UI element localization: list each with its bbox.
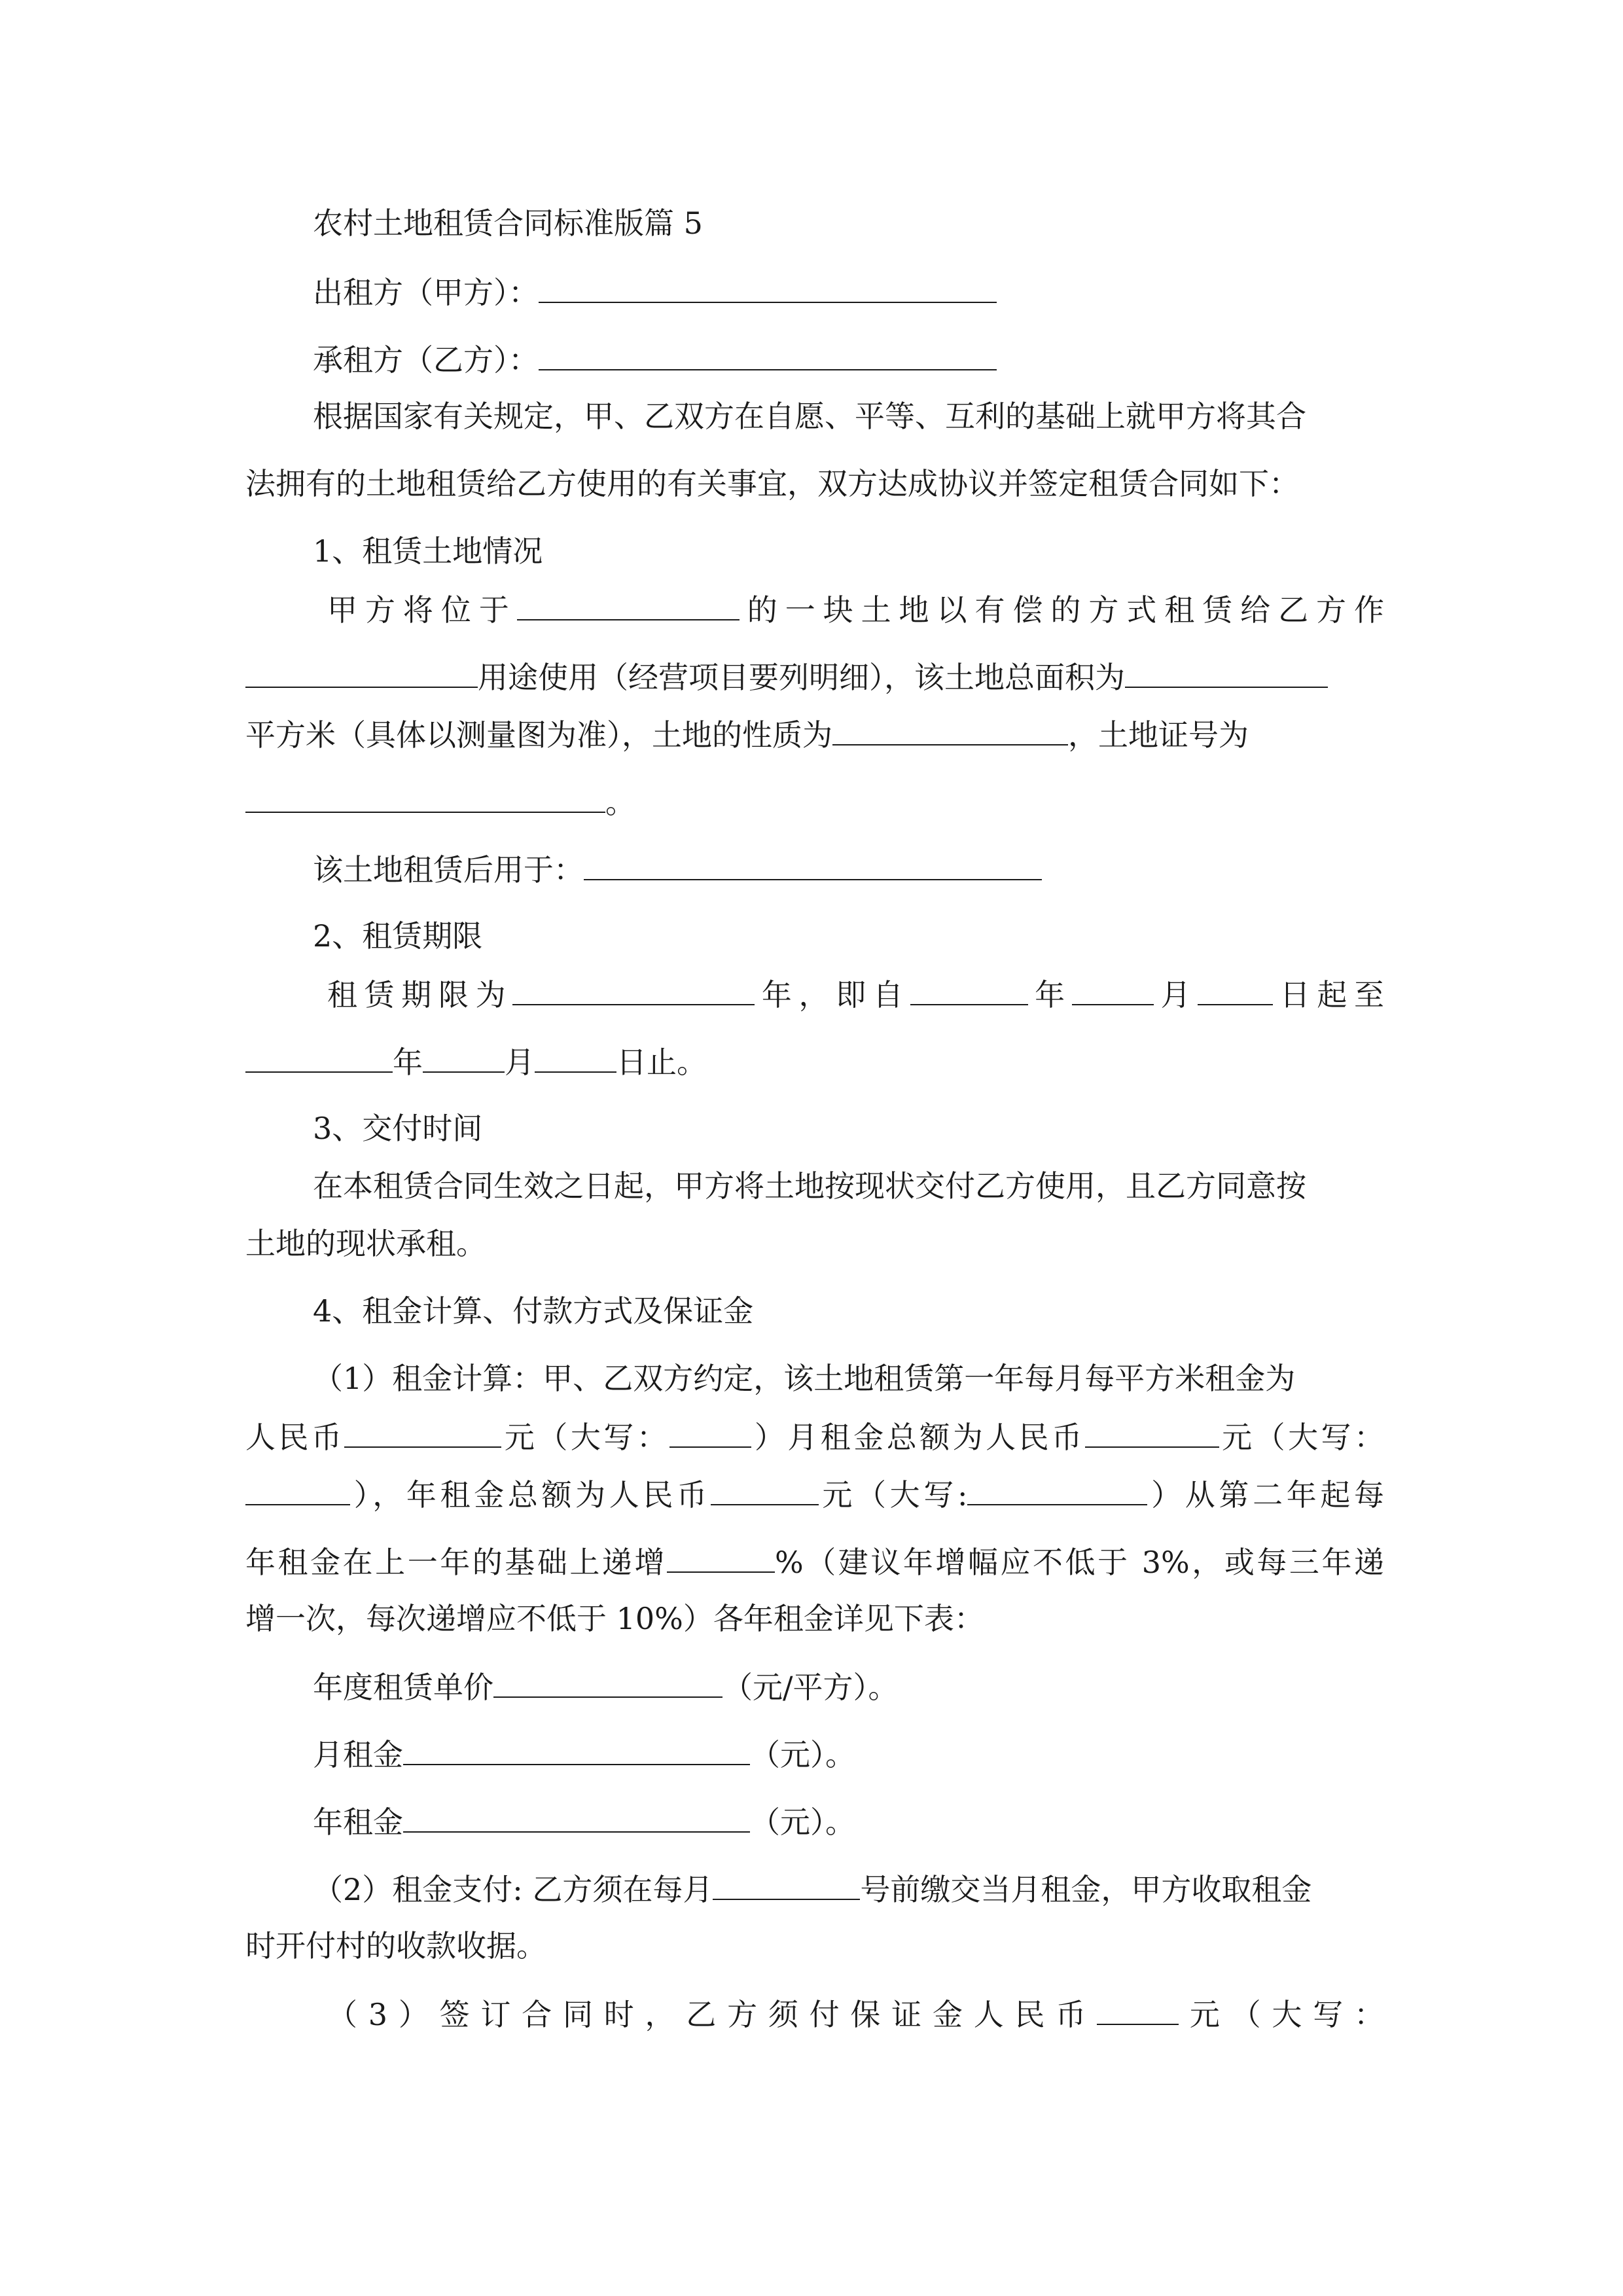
section-1-heading: 1、租赁土地情况: [313, 533, 543, 569]
s4-p1-line-5: 增一次，每次递增应不低于 10%）各年租金详见下表：: [245, 1601, 984, 1636]
s4-p1-line-2: 人民币 元（大写： ）月租金总额为人民币 元（大写：: [245, 1416, 1384, 1457]
annual-rent-line: 年租金 （元）。: [313, 1801, 1452, 1842]
monthly-rate-words-blank[interactable]: [669, 1416, 751, 1448]
s4-p2-line-1: （2）租金支付: 乙方须在每月 号前缴交当月租金，甲方收取租金: [313, 1869, 1452, 1909]
lessor-line: 出租方（甲方）：: [313, 272, 1452, 312]
section-2-heading: 2、租赁期限: [313, 918, 483, 954]
section-3-heading: 3、交付时间: [313, 1111, 483, 1146]
use-after-lease-blank[interactable]: [584, 849, 1042, 880]
lease-years-blank[interactable]: [512, 974, 755, 1005]
s1-line-b: 用途使用（经营项目要列明细），该土地总面积为: [245, 656, 1384, 697]
s4-p1-line-4: 年租金在上一年的基础上递增 %（建议年增幅应不低于 3%，或每三年递: [245, 1541, 1384, 1582]
s3-line-1: 在本租赁合同生效之日起，甲方将土地按现状交付乙方使用，且乙方同意按: [313, 1168, 1306, 1204]
monthly-rate-blank[interactable]: [344, 1416, 501, 1448]
annual-total-words-blank[interactable]: [967, 1474, 1147, 1505]
land-use-blank[interactable]: [245, 656, 478, 688]
end-day-blank[interactable]: [535, 1041, 616, 1073]
intro-line-1: 根据国家有关规定，甲、乙双方在自愿、平等、互利的基础上就甲方将其合: [313, 399, 1306, 434]
monthly-rent-line: 月租金 （元）。: [313, 1734, 1452, 1774]
unit-price-line: 年度租赁单价 （元/平方）。: [313, 1666, 1452, 1707]
s4-p2-line-2: 时开付村的收款收据。: [245, 1928, 546, 1964]
payment-day-blank[interactable]: [713, 1869, 860, 1900]
annual-total-blank[interactable]: [711, 1474, 819, 1505]
s3-line-2: 土地的现状承租。: [245, 1226, 486, 1261]
s2-line-b: 年 月 日止。: [245, 1041, 1384, 1082]
total-area-blank[interactable]: [1125, 656, 1328, 688]
s4-p3-line-1: （3）签订合同时，乙方须付保证金人民币 元（大写：: [327, 1994, 1384, 2034]
s4-p1-line-1: （1）租金计算：甲、乙双方约定，该土地租赁第一年每月每平方米租金为: [313, 1361, 1296, 1396]
end-year-blank[interactable]: [245, 1041, 393, 1073]
section-4-heading: 4、租金计算、付款方式及保证金: [313, 1293, 754, 1329]
document-title: 农村土地租赁合同标准版篇 5: [313, 206, 703, 241]
increase-rate-blank[interactable]: [667, 1541, 775, 1573]
s1-line-a: 甲方将位于 的一块土地以有偿的方式租赁给乙方作: [327, 589, 1384, 630]
location-blank[interactable]: [517, 589, 740, 620]
end-month-blank[interactable]: [423, 1041, 505, 1073]
start-month-blank[interactable]: [1072, 974, 1154, 1005]
land-nature-blank[interactable]: [832, 714, 1068, 745]
deposit-blank[interactable]: [1097, 1994, 1179, 2025]
annual-rent-blank[interactable]: [403, 1801, 750, 1833]
start-day-blank[interactable]: [1198, 974, 1273, 1005]
use-line: 该土地租赁后用于：: [313, 849, 1452, 889]
lessor-blank[interactable]: [539, 272, 997, 303]
lessee-blank[interactable]: [539, 339, 997, 370]
monthly-total-words-blank[interactable]: [245, 1474, 350, 1505]
start-year-blank[interactable]: [910, 974, 1028, 1005]
unit-price-blank[interactable]: [493, 1666, 722, 1698]
land-certificate-blank[interactable]: [245, 781, 605, 813]
monthly-rent-blank[interactable]: [403, 1734, 750, 1765]
s4-p1-line-3: ），年租金总额为人民币 元（大写: ）从第二年起每: [245, 1474, 1384, 1515]
s1-line-c: 平方米（具体以测量图为准），土地的性质为 ，土地证号为: [245, 714, 1384, 755]
lessee-line: 承租方（乙方）：: [313, 339, 1452, 380]
intro-line-2: 法拥有的土地租赁给乙方使用的有关事宜，双方达成协议并签定租赁合同如下：: [245, 466, 1299, 501]
s2-line-a: 租赁期限为 年，即自 年 月 日起至: [327, 974, 1384, 1014]
monthly-total-blank[interactable]: [1085, 1416, 1219, 1448]
s1-line-d: 。: [245, 781, 1384, 822]
